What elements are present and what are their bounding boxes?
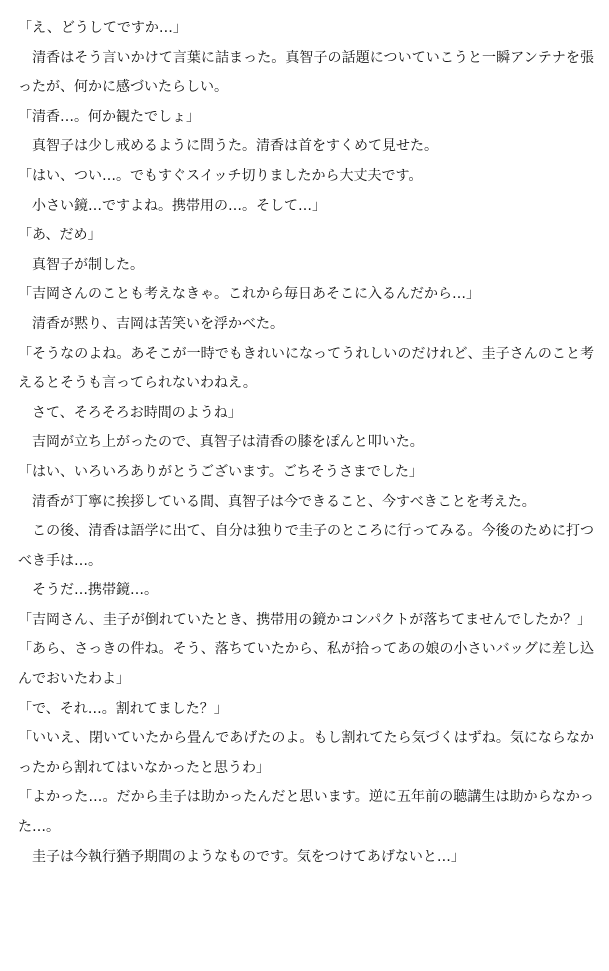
paragraph: 「はい、いろいろありがとうございます。ごちそうさまでした」 xyxy=(18,463,423,480)
paragraph: 小さい鏡…ですよね。携帯用の…。そして…」 xyxy=(18,197,326,214)
paragraph: 真智子は少し戒めるように問うた。清香は首をすくめて見せた。 xyxy=(18,138,438,155)
paragraph: 吉岡が立ち上がったので、真智子は清香の膝をぽんと叩いた。 xyxy=(18,434,424,451)
paragraph: さて、そろそろお時間のようね」 xyxy=(18,404,242,421)
paragraph: そうだ…携帯鏡…。 xyxy=(18,582,158,599)
paragraph: 「清香…。何か観たでしょ」 xyxy=(18,108,200,125)
paragraph: 「あら、さっきの件ね。そう、落ちていたから、私が拾ってあの娘の小さいバッグに差し込んでおいたわよ」 xyxy=(18,641,594,688)
paragraph: 真智子が制した。 xyxy=(18,256,144,273)
document-body xyxy=(18,14,594,872)
paragraph: 「はい、つい…。でもすぐスイッチ切りましたから大丈夫です。 xyxy=(18,167,423,184)
paragraph: 清香が黙り、吉岡は苦笑いを浮かべた。 xyxy=(18,315,284,332)
paragraph: 「いいえ、閉いていたから畳んであげたのよ。もし割れてたら気づくはずね。気にならなかったから割れてはいなかったと思うわ」 xyxy=(18,730,594,776)
paragraph: この後、清香は語学に出て、自分は独りで圭子のところに行ってみる。今後のために打つべき手は…。 xyxy=(18,523,594,569)
paragraph: 「吉岡さんのことも考えなきゃ。これから毎日あそこに入るんだから…」 xyxy=(18,286,480,303)
paragraph: 「そうなのよね。あそこが一時でもきれいになってうれしいのだけれど、圭子さんのこと考えるとそうも言ってられないわねえ。 xyxy=(18,345,594,392)
paragraph: 「吉岡さん、圭子が倒れていたとき、携帯用の鏡かコンパクトが落ちてませんでしたか？」 xyxy=(18,611,592,628)
paragraph: 清香はそう言いかけて言葉に詰まった。真智子の話題についていこうと一瞬アンテナを張ったが、何かに感づいたらしい。 xyxy=(18,49,594,96)
paragraph: 「で、それ…。割れてました？」 xyxy=(18,700,228,717)
paragraph: 「え、どうしてですか…」 xyxy=(18,20,187,36)
paragraph: 「よかった…。だから圭子は助かったんだと思います。逆に五年前の聴講生は助からなかった…。 xyxy=(18,789,594,836)
paragraph: 圭子は今執行猶予期間のようなものです。気をつけてあげないと…」 xyxy=(18,848,465,865)
paragraph: 「あ、だめ」 xyxy=(18,227,102,244)
paragraph: 清香が丁寧に挨拶している間、真智子は今できること、今すべきことを考えた。 xyxy=(18,493,536,510)
